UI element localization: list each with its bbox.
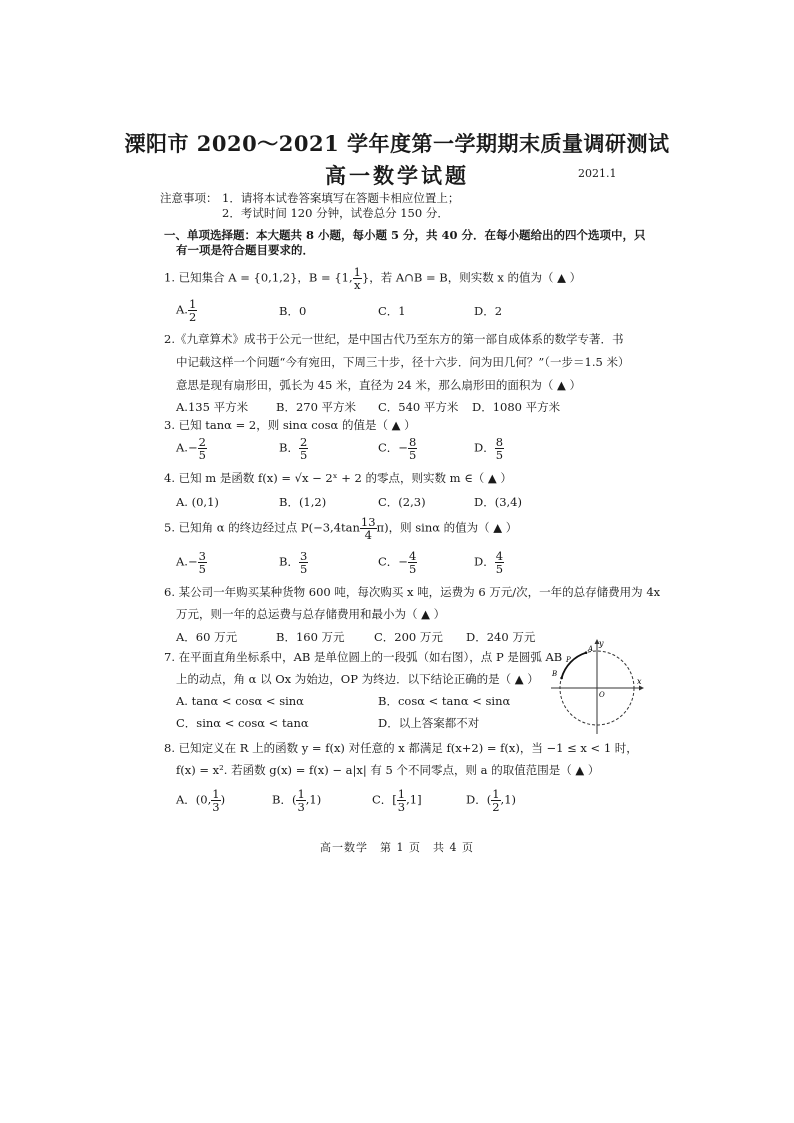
page-footer: 高一数学 第 1 页 共 4 页 bbox=[320, 841, 474, 854]
question-2-option-d: D．1080 平方米 bbox=[472, 400, 561, 414]
question-7-option-a: A. tanα < cosα < sinα bbox=[176, 694, 304, 708]
question-8-option-c: C．[ $\frac{1}{3}$ ,1] bbox=[372, 787, 422, 814]
question-3-option-c: C．− $\frac{8}{5}$ bbox=[378, 435, 417, 462]
notes-item-1: 1．请将本试卷答案填写在答题卡相应位置上； bbox=[222, 191, 460, 205]
question-3-option-d: D． $\frac{8}{5}$ bbox=[474, 435, 504, 462]
question-5-stem: 5. 已知角 α 的终边经过点 P(−3,4tan $\frac{13}{4}$ π)，则 sinα 的值为（ ▲ ） bbox=[164, 515, 518, 542]
point-a bbox=[585, 651, 588, 654]
point-b bbox=[560, 677, 563, 680]
question-6-option-b: B．160 万元 bbox=[276, 630, 345, 644]
question-4-option-b: B．(1,2) bbox=[279, 495, 327, 509]
question-3-option-a: A.− $\frac{2}{5}$ bbox=[176, 435, 206, 462]
question-7-line-1: 7. 在平面直角坐标系中，AB 是单位圆上的一段弧（如右图），点 P 是圆弧 AB bbox=[164, 650, 563, 664]
question-4-option-c: C．(2,3) bbox=[378, 495, 426, 509]
question-5-option-d: D． $\frac{4}{5}$ bbox=[474, 549, 504, 576]
y-axis-label: y bbox=[599, 639, 604, 648]
question-8-option-a: A．(0, $\frac{1}{3}$ ) bbox=[176, 787, 226, 814]
question-3-stem: 3. 已知 tanα = 2，则 sinα cosα 的值是（ ▲ ） bbox=[164, 418, 416, 432]
question-2-line-2: 中记载这样一个问题“今有宛田，下周三十步，径十六步．问为田几何？”（一步＝1.5 米） bbox=[176, 355, 630, 369]
question-7-option-d: D．以上答案都不对 bbox=[378, 716, 480, 730]
question-2-option-a: A.135 平方米 bbox=[176, 400, 249, 414]
question-8-option-b: B．( $\frac{1}{3}$ ,1) bbox=[272, 787, 322, 814]
question-2-line-3: 意思是现有扇形田，弧长为 45 米，直径为 24 米，那么扇形田的面积为（ ▲ ） bbox=[176, 378, 582, 392]
question-4-stem: 4. 已知 m 是函数 f(x) = √x − 2ˣ + 2 的零点，则实数 m ∈（ ▲ ） bbox=[164, 471, 512, 485]
question-1-option-d: D．2 bbox=[474, 304, 503, 318]
question-2-line-1: 2.《九章算术》成书于公元一世纪，是中国古代乃至东方的第一部自成体系的数学专著．书 bbox=[164, 332, 624, 346]
origin-label: O bbox=[599, 691, 605, 699]
question-7-option-b: B．cosα < tanα < sinα bbox=[378, 694, 511, 708]
x-axis-label: x bbox=[637, 677, 642, 686]
notes-label: 注意事项： bbox=[160, 191, 218, 205]
question-7-line-2: 上的动点，角 α 以 Ox 为始边，OP 为终边．以下结论正确的是（ ▲ ） bbox=[176, 672, 539, 686]
question-5-option-a: A.− $\frac{3}{5}$ bbox=[176, 549, 206, 576]
question-6-line-1: 6. 某公司一年购买某种货物 600 吨，每次购买 x 吨，运费为 6 万元/次，一年的总存储费用为 4x bbox=[164, 585, 661, 599]
question-5-option-b: B． $\frac{3}{5}$ bbox=[279, 549, 308, 576]
question-7-option-c: C．sinα < cosα < tanα bbox=[176, 716, 309, 730]
question-2-option-c: C．540 平方米 bbox=[378, 400, 459, 414]
question-8-option-d: D．( $\frac{1}{2}$ ,1) bbox=[466, 787, 517, 814]
exam-title: 溧阳市 2020～2021 学年度第一学期期末质量调研测试 bbox=[124, 131, 670, 156]
x-axis-arrow bbox=[639, 686, 644, 691]
question-1-option-a: A. $\frac{1}{2}$ bbox=[176, 297, 197, 324]
section1-heading: 一、单项选择题：本大题共 8 小题，每小题 5 分，共 40 分．在每小题给出的四个选项中，只 bbox=[164, 228, 646, 242]
question-1-option-b: B．0 bbox=[279, 304, 307, 318]
question-6-option-d: D．240 万元 bbox=[466, 630, 536, 644]
question-4-option-d: D．(3,4) bbox=[474, 495, 522, 509]
question-4-option-a: A. (0,1) bbox=[176, 495, 219, 509]
point-p-label: P bbox=[566, 656, 571, 664]
question-2-option-b: B．270 平方米 bbox=[276, 400, 357, 414]
question-8-line-2: f(x) = x². 若函数 g(x) = f(x) − a|x| 有 5 个不同零点，则 a 的取值范围是（ ▲ ） bbox=[176, 763, 600, 777]
question-6-line-2: 万元，则一年的总运费与总存储费用和最小为（ ▲ ） bbox=[176, 607, 446, 621]
point-a-label: A bbox=[588, 645, 594, 653]
point-b-label: B bbox=[552, 670, 558, 678]
section1-heading-cont: 有一项是符合题目要求的． bbox=[176, 243, 314, 257]
unit-circle-figure bbox=[549, 638, 645, 736]
question-6-option-a: A．60 万元 bbox=[176, 630, 238, 644]
question-8-line-1: 8. 已知定义在 R 上的函数 y = f(x) 对任意的 x 都满足 f(x+2) = f(x)，当 −1 ≤ x < 1 时， bbox=[164, 741, 638, 755]
question-1-option-c: C．1 bbox=[378, 304, 406, 318]
notes-item-2: 2．考试时间 120 分钟，试卷总分 150 分． bbox=[222, 206, 449, 220]
question-3-option-b: B． $\frac{2}{5}$ bbox=[279, 435, 308, 462]
exam-subtitle: 高一数学试题 bbox=[325, 163, 469, 188]
question-6-option-c: C．200 万元 bbox=[374, 630, 443, 644]
exam-date: 2021.1 bbox=[578, 167, 617, 180]
question-1-stem: 1. 已知集合 A = {0,1,2}，B = {1, $\frac{1}{x}$ }，若 A∩B = B，则实数 x 的值为（ ▲ ） bbox=[164, 265, 582, 292]
question-5-option-c: C．− $\frac{4}{5}$ bbox=[378, 549, 417, 576]
